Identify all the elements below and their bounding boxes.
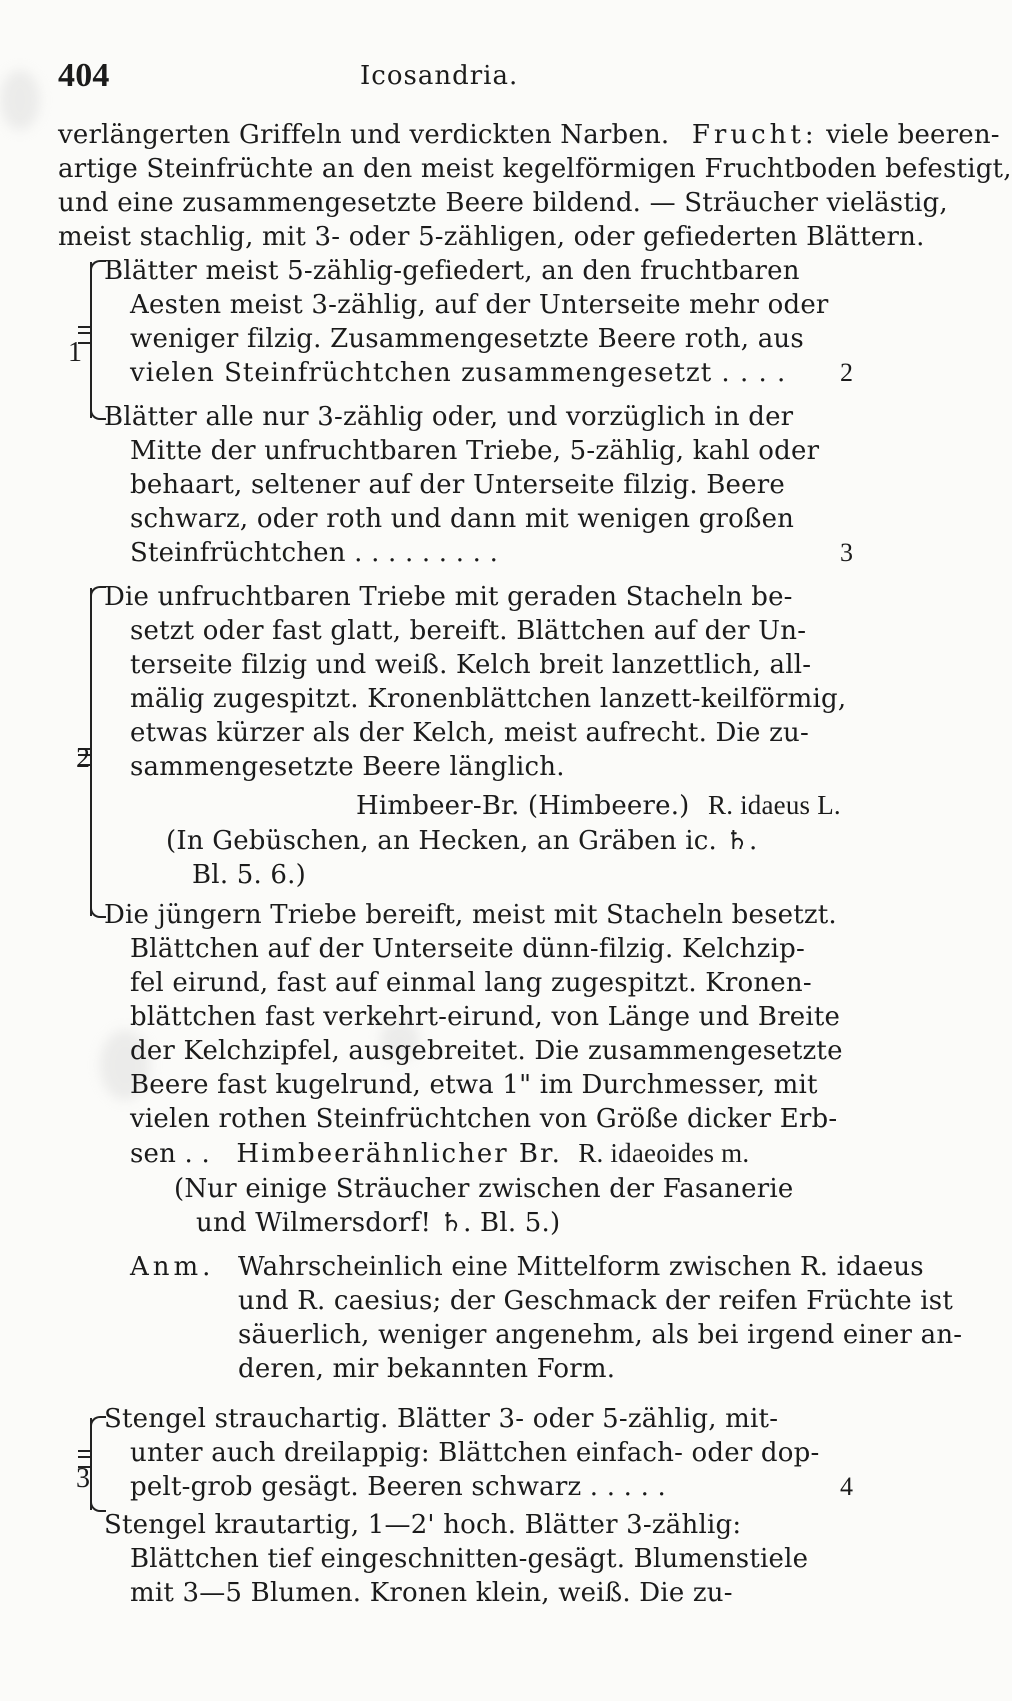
key1-brace [90, 262, 100, 418]
key2-brace [90, 588, 100, 916]
frucht-rest: viele beeren- [826, 120, 1000, 150]
key2-b-line-3: fel eirund, fast auf einmal lang zugespitzt. Kronen- [130, 968, 812, 998]
key1-b-line-2: Mitte der unfruchtbaren Triebe, 5-zählig, kahl oder [130, 436, 820, 466]
key1-b-ref: 3 [840, 538, 853, 567]
key2-b-habitat-2: und Wilmersdorf! ♄. Bl. 5.) [196, 1208, 561, 1238]
note-line-2: und R. caesius; der Geschmack der reifen Früchte ist [238, 1286, 953, 1316]
species-latin-name: R. idaeus L. [707, 790, 841, 820]
species-latin-name: R. idaeoides m. [578, 1138, 750, 1168]
key2-a-line-2: setzt oder fast glatt, bereift. Blättchen auf der Un- [130, 616, 807, 646]
intro-line-4: meist stachlig, mit 3- oder 5-zähligen, oder gefiederten Blättern. [58, 222, 925, 252]
running-title: Icosandria. [360, 61, 519, 91]
key2-a-line-4: mälig zugespitzt. Kronenblättchen lanzett-keilförmig, [130, 684, 847, 714]
key2-a-line-3: terseite filzig und weiß. Kelch breit lanzettlich, all- [130, 650, 812, 680]
species-german-name: Himbeerähnlicher Br. [236, 1139, 562, 1169]
key2-b-line-2: Blättchen auf der Unterseite dünn-filzig. Kelchzip- [130, 934, 805, 964]
key2-a-line-5: etwas kürzer als der Kelch, meist aufrecht. Die zu- [130, 718, 809, 748]
key1-a-line-2: Aesten meist 3-zählig, auf der Unterseite mehr oder [130, 290, 829, 320]
key2-b-line-4: blättchen fast verkehrt-eirund, von Länge und Breite [130, 1002, 841, 1032]
page-number: 404 [58, 57, 110, 94]
key2-b-line-6: Beere fast kugelrund, etwa 1" im Durchmesser, mit [130, 1070, 818, 1100]
key2-b-line-1: Die jüngern Triebe bereift, meist mit Stacheln besetzt. [104, 900, 837, 930]
key3-b-line-2: Blättchen tief eingeschnitten-gesägt. Blumenstiele [130, 1544, 809, 1574]
key1-b-line-3: behaart, seltener auf der Unterseite filzig. Beere [130, 470, 785, 500]
key1-b-line-5: Steinfrüchtchen . . . . . . . . . [130, 538, 499, 568]
key2-a-habitat-1: (In Gebüschen, an Hecken, an Gräben ic. ♄. [166, 826, 758, 856]
key2-b-line-8: sen . . Himbeerähnlicher Br. R. idaeoides m. [130, 1138, 750, 1169]
key1-b-line-1: Blätter alle nur 3-zählig oder, und vorzüglich in der [104, 402, 794, 432]
key3-a-line-2: unter auch dreilappig: Blättchen einfach- oder dop- [130, 1438, 820, 1468]
key2-a-line-6: sammengesetzte Beere länglich. [130, 752, 565, 782]
intro-line-1: verlängerten Griffeln und verdickten Narben. Frucht: viele beeren- [58, 120, 1000, 150]
key3-b-line-3: mit 3—5 Blumen. Kronen klein, weiß. Die zu- [130, 1578, 733, 1608]
frucht-label: Frucht: [691, 120, 818, 150]
note-line-3: säuerlich, weniger angenehm, als bei irgend einer an- [238, 1320, 963, 1350]
note-label: Anm. [130, 1252, 215, 1282]
intro-line-2: artige Steinfrüchte an den meist kegelförmigen Fruchtboden befestigt, [58, 154, 1012, 184]
key1-b-line-4: schwarz, oder roth und dann mit wenigen großen [130, 504, 795, 534]
key2-a-species [356, 788, 841, 823]
key2-number: 2 [76, 743, 90, 774]
key2-b-line-7: vielen rothen Steinfrüchtchen von Größe dicker Erb- [130, 1104, 838, 1134]
key2-a-habitat-2: Bl. 5. 6.) [192, 860, 306, 890]
key2-b-habitat-1: (Nur einige Sträucher zwischen der Fasanerie [174, 1174, 794, 1204]
paper-stain [0, 70, 40, 130]
intro-line-3: und eine zusammengesetzte Beere bildend. — Sträucher vielästig, [58, 188, 948, 218]
note-line-1: Wahrscheinlich eine Mittelform zwischen R. idaeus [238, 1252, 924, 1282]
key1-a-line-3: weniger filzig. Zusammengesetzte Beere roth, aus [130, 324, 804, 354]
key3-a-line-3: pelt-grob gesägt. Beeren schwarz . . . . . [130, 1472, 666, 1502]
key2-b-line-5: der Kelchzipfel, ausgebreitet. Die zusammengesetzte [130, 1036, 843, 1066]
key1-a-line-1: Blätter meist 5-zählig-gefiedert, an den fruchtbaren [104, 256, 800, 286]
key3-a-ref: 4 [840, 1472, 853, 1501]
key1-a-line-4: vielen Steinfrüchtchen zusammengesetzt . . . . [130, 358, 787, 388]
note-line-4: deren, mir bekannten Form. [238, 1354, 616, 1384]
key3-brace [90, 1418, 100, 1510]
key1-number: 1 [68, 337, 82, 368]
key2-a-line-1: Die unfruchtbaren Triebe mit geraden Stacheln be- [104, 582, 793, 612]
species-german-name: Himbeer-Br. (Himbeere.) [356, 791, 690, 821]
key3-a-line-1: Stengel strauchartig. Blätter 3- oder 5-zählig, mit- [104, 1404, 779, 1434]
key3-number: 3 [76, 1463, 90, 1494]
key1-a-ref: 2 [840, 358, 853, 387]
key3-b-line-1: Stengel krautartig, 1—2' hoch. Blätter 3-zählig: [104, 1510, 742, 1540]
